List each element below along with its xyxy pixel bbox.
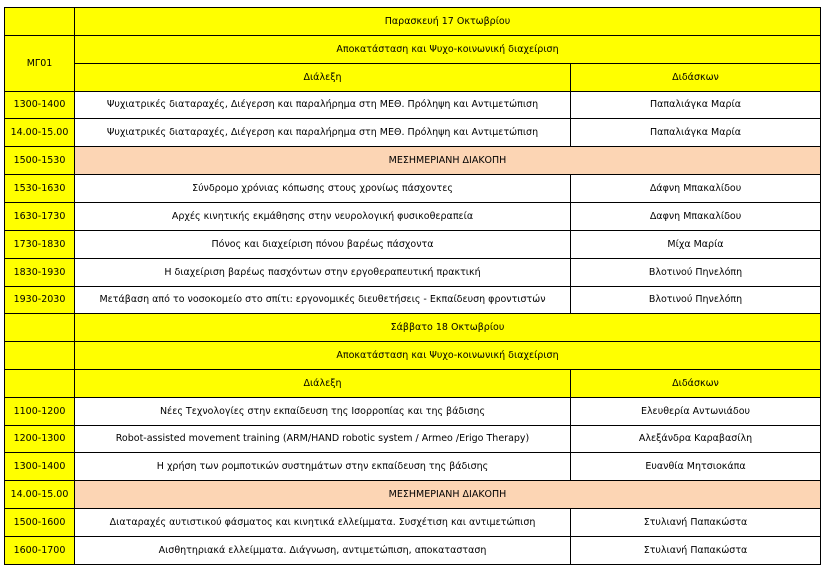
instructor-cell: Ευανθία Μητσιοκάπα (571, 453, 821, 481)
day-title: Παρασκευή 17 Οκτωβρίου (75, 8, 821, 36)
table-row (5, 92, 821, 119)
instructor-header: Διδάσκων (571, 64, 821, 92)
time-cell: 1600-1700 (5, 537, 75, 565)
table-row (5, 453, 821, 481)
lecture-header: Διάλεξη (75, 370, 571, 398)
day-subtitle-row (5, 36, 821, 64)
time-cell: 1200-1300 (5, 426, 75, 453)
table-row (5, 119, 821, 147)
instructor-cell: Αλεξάνδρα Καραβασίλη (571, 426, 821, 453)
time-cell: 1100-1200 (5, 398, 75, 426)
lecture-cell: Ψυχιατρικές διαταραχές, Διέγερση και παραλήρημα στη ΜΕΘ. Πρόληψη και Αντιμετώπιση (75, 92, 571, 119)
table-row (5, 259, 821, 287)
day-subtitle: Αποκατάσταση και Ψυχο-κοινωνική διαχείριση (75, 36, 821, 64)
time-cell: 14.00-15.00 (5, 119, 75, 147)
lecture-cell: Πόνος και διαχείριση πόνου βαρέως πάσχοντα (75, 231, 571, 259)
instructor-cell: Δαφνη Μπακαλίδου (571, 203, 821, 231)
time-cell: 1530-1630 (5, 175, 75, 203)
time-cell: 1300-1400 (5, 453, 75, 481)
time-cell: 1300-1400 (5, 92, 75, 119)
instructor-cell: Δάφνη Μπακαλίδου (571, 175, 821, 203)
time-cell: 1630-1730 (5, 203, 75, 231)
table-row (5, 509, 821, 537)
instructor-cell: Βλοτινού Πηνελόπη (571, 287, 821, 314)
day-title: Σάββατο 18 Οκτωβρίου (75, 314, 821, 342)
break-row (5, 147, 821, 175)
time-cell (5, 370, 75, 398)
lecture-cell: Αρχές κινητικής εκμάθησης στην νευρολογική φυσικοθεραπεία (75, 203, 571, 231)
day-subtitle-row (5, 342, 821, 370)
break-cell: ΜΕΣΗΜΕΡΙΑΝΗ ΔΙΑΚΟΠΗ (75, 147, 821, 175)
time-cell (5, 8, 75, 36)
lecture-cell: Robot-assisted movement training (ARM/HAND robotic system / Armeo /Erigo Therapy) (75, 426, 571, 453)
lecture-header: Διάλεξη (75, 64, 571, 92)
time-cell (5, 342, 75, 370)
time-cell: 1500-1600 (5, 509, 75, 537)
day-subtitle: Αποκατάσταση και Ψυχο-κοινωνική διαχείριση (75, 342, 821, 370)
table-row (5, 203, 821, 231)
lecture-cell: Διαταραχές αυτιστικού φάσματος και κινητικά ελλείμματα. Συσχέτιση και αντιμετώπιση (75, 509, 571, 537)
table-row (5, 175, 821, 203)
header-row (5, 370, 821, 398)
lecture-cell: Νέες Τεχνολογίες στην εκπαίδευση της Ισορροπίας και της βάδισης (75, 398, 571, 426)
schedule-table (4, 7, 821, 565)
instructor-cell: Βλοτινού Πηνελόπη (571, 259, 821, 287)
time-cell: 1830-1930 (5, 259, 75, 287)
time-cell: 1500-1530 (5, 147, 75, 175)
schedule-body (5, 8, 821, 565)
header-row (5, 64, 821, 92)
table-row (5, 426, 821, 453)
instructor-cell: Μίχα Μαρία (571, 231, 821, 259)
time-cell: 14.00-15.00 (5, 481, 75, 509)
break-row (5, 481, 821, 509)
day-title-row (5, 8, 821, 36)
lecture-cell: Μετάβαση από το νοσοκομείο στο σπίτι: εργονομικές διευθετήσεις - Εκπαίδευση φροντιστών (75, 287, 571, 314)
table-row (5, 537, 821, 565)
instructor-cell: Παπαλιάγκα Μαρία (571, 92, 821, 119)
table-row (5, 231, 821, 259)
lecture-cell: Σύνδρομο χρόνιας κόπωσης στους χρονίως πάσχοντες (75, 175, 571, 203)
lecture-cell: Αισθητηριακά ελλείμματα. Διάγνωση, αντιμετώπιση, αποκατασταση (75, 537, 571, 565)
instructor-cell: Στυλιανή Παπακώστα (571, 509, 821, 537)
break-cell: ΜΕΣΗΜΕΡΙΑΝΗ ΔΙΑΚΟΠΗ (75, 481, 821, 509)
instructor-cell: Στυλιανή Παπακώστα (571, 537, 821, 565)
lecture-cell: Η διαχείριση βαρέως πασχόντων στην εργοθεραπευτική πρακτική (75, 259, 571, 287)
time-cell (5, 314, 75, 342)
instructor-cell: Παπαλιάγκα Μαρία (571, 119, 821, 147)
time-cell: 1930-2030 (5, 287, 75, 314)
instructor-header: Διδάσκων (571, 370, 821, 398)
day-title-row (5, 314, 821, 342)
lecture-cell: Η χρήση των ρομποτικών συστημάτων στην εκπαίδευση της βάδισης (75, 453, 571, 481)
session-code: ΜΓ01 (5, 36, 75, 92)
instructor-cell: Ελευθερία Αντωνιάδου (571, 398, 821, 426)
time-cell: 1730-1830 (5, 231, 75, 259)
table-row (5, 287, 821, 314)
lecture-cell: Ψυχιατρικές διαταραχές, Διέγερση και παραλήρημα στη ΜΕΘ. Πρόληψη και Αντιμετώπιση (75, 119, 571, 147)
table-row (5, 398, 821, 426)
